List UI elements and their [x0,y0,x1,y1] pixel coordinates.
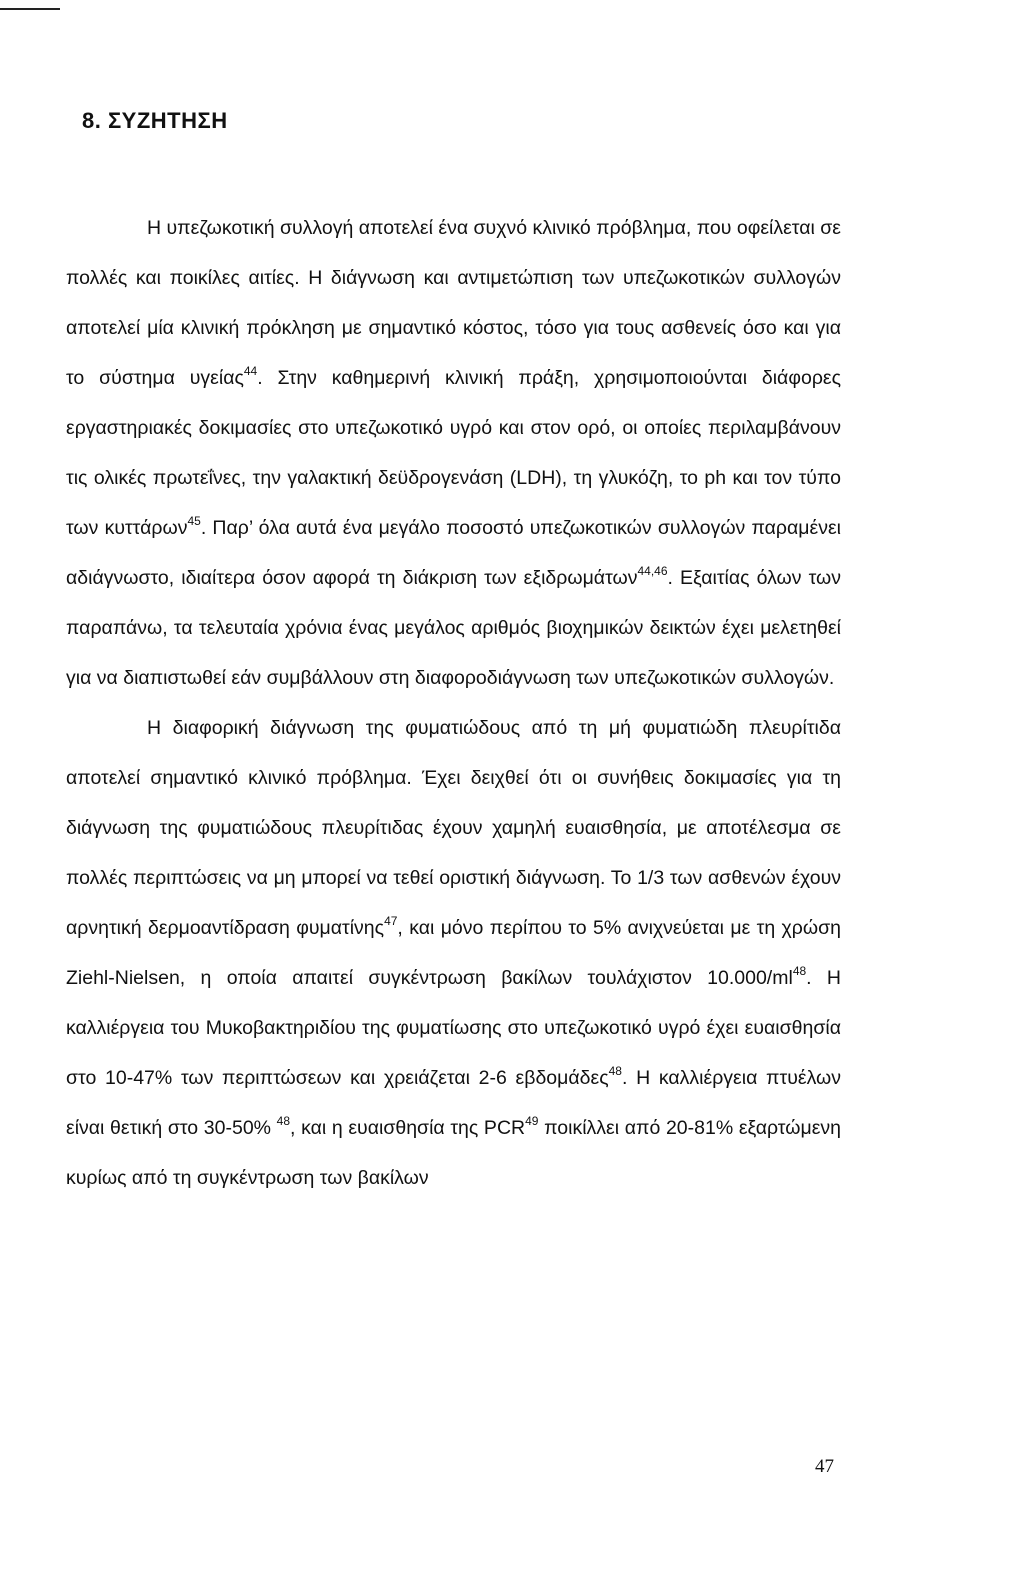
citation-45: 45 [187,514,201,528]
citation-47: 47 [384,914,398,928]
citation-48-c: 48 [276,1114,291,1128]
paragraph-1-text-3: . Παρ’ όλα αυτά ένα μεγάλο ποσοστό υπεζωκοτικών συλλογών παραμένει αδιάγνωστο, ιδιαίτερα όσον αφορά τη διάκριση των εξιδρωμάτων [66,517,841,589]
paragraph-1-text-4: . Εξαιτίας όλων των παραπάνω, τα τελευταία χρόνια ένας μεγάλος αριθμός βιοχημικών δεικτών έχει μελετηθεί για να διαπιστωθεί εάν συμβάλλουν στη διαφοροδιάγνωση των υπεζωκοτικών συλλογών. [66,567,841,689]
paragraph-1 [66,203,841,703]
citation-44: 44 [243,364,258,378]
section-heading: 8. ΣΥΖΗΤΗΣΗ [82,108,228,133]
paragraph-2-text-4: . Η καλλιέργεια πτυέλων είναι θετική στο 30-50% [66,1067,841,1139]
paragraph-2-text-3: . Η καλλιέργεια του Μυκοβακτηριδίου της φυματίωσης στο υπεζωκοτικό υγρό έχει ευαισθησία στο 10-47% των περιπτώσεων και χρειάζεται 2-6 εβδομάδες [66,967,841,1089]
paragraph-2-text-5: , και η ευαισθησία της PCR [290,1117,526,1139]
paragraph-1-text-1: Η υπεζωκοτική συλλογή αποτελεί ένα συχνό κλινικό πρόβλημα, που οφείλεται σε πολλές και ποικίλες αιτίες. Η διάγνωση και αντιμετώπιση των υπεζωκοτικών συλλογών αποτελεί μία κλινική πρόκληση με σημαντικό κόστος, τόσο για τους ασθενείς όσο και για το σύστημα υγείας [66,217,841,389]
citation-49: 49 [525,1114,539,1128]
paragraph-1-text-2: . Στην καθημερινή κλινική πράξη, χρησιμοποιούνται διάφορες εργαστηριακές δοκιμασίες στο υπεζωκοτικό υγρό και στον ορό, οι οποίες περιλαμβάνουν τις ολικές πρωτεΐνες, την γαλακτική δεϋδρογενάση (LDH), τη γλυκόζη, το ph και τον τύπο των κυττάρων [66,367,842,539]
paragraph-2-text-6: ποικίλλει από 20-81% εξαρτώμενη κυρίως από τη συγκέντρωση των βακίλων [66,1117,841,1189]
document-body [66,203,841,1203]
paragraph-2-text-2: , και μόνο περίπου το 5% ανιχνεύεται με τη χρώση Ziehl-Nielsen, η οποία απαιτεί συγκέντρωση βακίλων τουλάχιστον 10.000/ml [66,917,841,989]
paragraph-2 [66,703,841,1203]
paragraph-2-text-1: Η διαφορική διάγνωση της φυματιώδους από τη μή φυματιώδη πλευρίτιδα αποτελεί σημαντικό κλινικό πρόβλημα. Έχει δειχθεί ότι οι συνήθεις δοκιμασίες για τη διάγνωση της φυματιώδους πλευρίτιδας έχουν χαμηλή ευαισθησία, με αποτέλεσμα σε πολλές περιπτώσεις να μη μπορεί να τεθεί οριστική διάγνωση. Το 1/3 των ασθενών έχουν αρνητική δερμοαντίδραση φυματίνης [66,717,841,939]
page-number: 47 [815,1456,834,1477]
citation-44-46: 44,46 [637,564,668,578]
scan-corner-line [0,8,60,10]
citation-48-a: 48 [792,964,807,978]
citation-48-b: 48 [608,1064,622,1078]
